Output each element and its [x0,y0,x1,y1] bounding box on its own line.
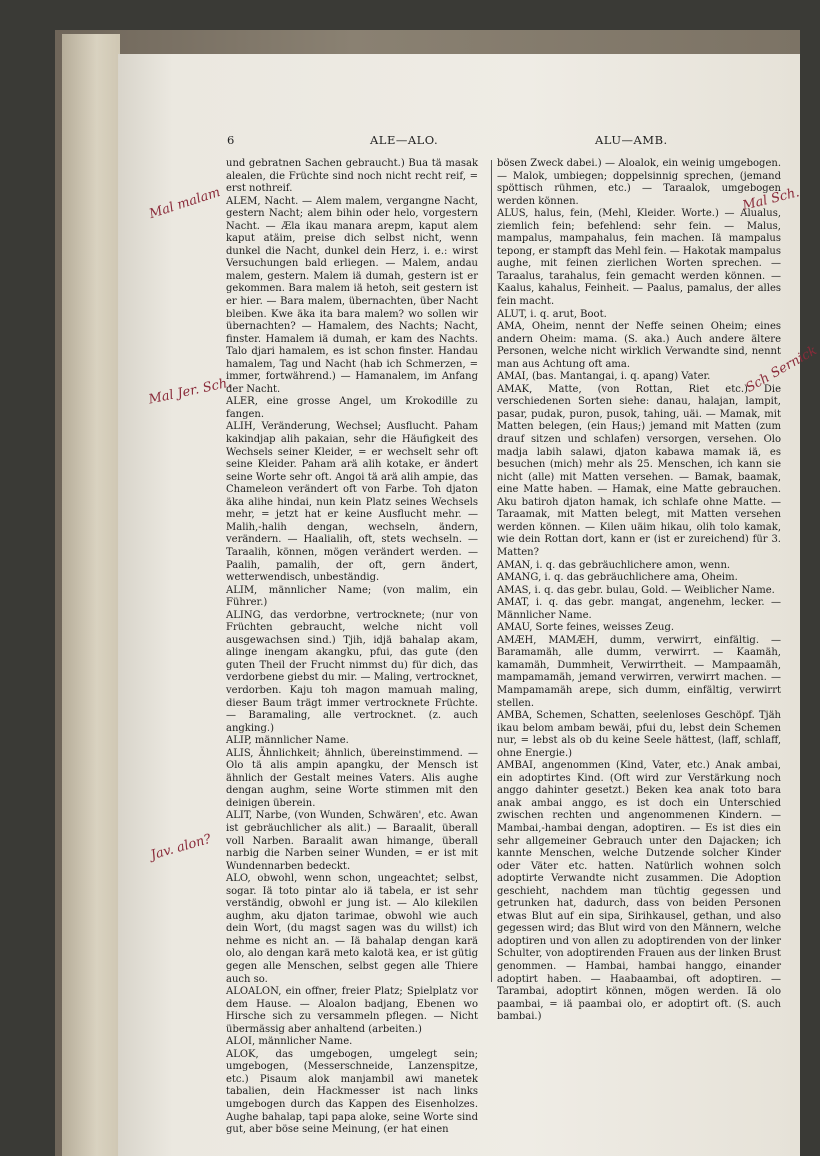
entry-paragraph: AMÆH, MAMÆH, dumm, verwirrt, einfältig. — Baramamäh, alle dumm, verwirrt. — Kaamäh, kamamäh, Dummheit, Verwirrtheit. — Mampaamäh, mampamamäh, jemand verwirren, verwirrt machen. — Mampamamäh arepe, sich dumm, einfältig, verwirrt stellen. [497,634,781,709]
entry-paragraph: ALO, obwohl, wenn schon, ungeachtet; selbst, sogar. Iä toto pintar alo iä tabela, er ist sehr verständig, obwohl er jung ist. — Alo kilekilen aughm, aku djaton tarimae, obwohl wie auch dein Wort, (du magst sagen was du willst) ich nehme es nicht an. — Iä bahalap dengan karä olo, alo dengan karä meto kalotä kea, er ist gütig gegen alle Menschen, selbst gegen alle Thiere auch so. [226,873,478,985]
entry-paragraph: bösen Zweck dabei.) — Aloalok, ein weinig umgebogen. — Malok, umbiegen; doppelsinnig sprechen, (jemand spöttisch rühmen, etc.) — Taraalok, umgebogen werden können. [497,158,781,207]
entry-paragraph: AMBAI, angenommen (Kind, Vater, etc.) Anak ambai, ein adoptirtes Kind. (Oft wird zur Verstärkung noch anggo dahinter gesetzt.) Beken kea anak toto bara anak ambai anggo, es ist doch ein Unterschied zwischen rechten und angenommenen Kindern. — Mambai,-hambai dengan, adoptiren. — Es ist dies ein sehr allgemeiner Gebrauch unter den Dajacken; ich kannte Menschen, welche Dutzende solcher Kinder oder Väter etc. hatten. Natürlich wohnen solch adoptirte Verwandte nicht zusammen. Die Adoption geschieht, nachdem man tüchtig gegessen und getrunken hat, dadurch, dass von beiden Personen etwas Blut auf ein sipa, Sirihkausel, gethan, und also gegessen wird; das Blut wird von den Männern, welche adoptiren und von allen zu adoptirenden von der linker Schulter, von adoptirenden Frauen aus der linken Brust genommen. — Hambai, hambai hanggo, einander adoptirt haben. — Haabaambai, oft adoptiren. — Tarambai, adoptirt können, mögen werden. Iä olo paambai, = iä paambai olo, er adoptirt oft. (S. auch bambai.) [497,760,781,1023]
handwritten-margin-note: Mal Sch. [741,185,801,214]
column-divider [491,160,492,982]
entry-paragraph: AMBA, Schemen, Schatten, seelenloses Geschöpf. Tjäh ikau belom ambam bewäi, pfui du, lebst dein Schemen nur, = lebst als ob du keine Seele hättest, (laff, schlaff, ohne Energie.) [497,710,781,759]
entry-paragraph: ALING, das verdorbne, vertrocknete; (nur von Früchten gebraucht, welche nicht voll ausgewachsen sind.) Tjih, idjä bahalap akam, alinge inengam akangku, pfui, das gute (den guten Theil der Frucht nimmst du) für dich, das verdorbene giebst du mir. — Maling, vertrocknet, verdorben. Kaju toh magon mamuah maling, dieser Baum trägt immer vertrocknete Früchte. — Baramaling, alle vertrocknet. (z. auch angking.) [226,609,478,734]
entry-paragraph: ALOI, männlicher Name. [226,1036,353,1048]
entry-paragraph: AMAT, i. q. das gebr. mangat, angenehm, lecker. — Männlicher Name. [497,597,781,621]
entry-paragraph: ALIH, Veränderung, Wechsel; Ausflucht. Paham kakindjap alih pakaian, sehr die Häufigkeit des Wechsels seiner Kleider, = er wechselt sehr oft seine Kleider. Paham arä alih kotake, er ändert seine Worte sehr oft. Angoi tä arä alih ampie, das Chameleon verändert oft von Farbe. Toh djaton äka alihe hindai, nun kein Platz seines Wechsels mehr, = jetzt hat er keine Ausflucht mehr. — Malih,-halih dengan, wechseln, ändern, verändern. — Haalialih, oft, stets wechseln. — Taraalih, können, mögen verändert werden. — Paalih, pamalih, der oft, gern ändert, wetterwendisch, unbeständig. [226,421,478,584]
left-column [226,158,478,1137]
right-running-head: ALU—AMB. [595,133,668,147]
handwritten-margin-note: Mal Jer. Sch. [147,375,233,408]
running-header [220,133,790,149]
left-running-head: ALE—ALO. [370,133,439,147]
entry-paragraph: AMAK, Matte, (von Rottan, Riet etc.) Die verschiedenen Sorten siehe: danau, halajan, lampit, pasar, pudak, puron, pusok, tahing, uäi. — Mamak, mit Matten belegen, (ein Haus;) jemand mit Matten (zum drauf sitzen und schlafen) versorgen, versehen. Olo madja labih salawi, djaton kabawa mamak iä, es besuchen (mich) mehr als 25. Menschen, ich kann sie nicht (alle) mit Matten versehen. — Bamak, baamak, eine Matte haben. — Hamak, eine Matte gebrauchen. Aku batiroh djaton hamak, ich schlafe ohne Matte. — Taraamak, mit Matten belegt, mit Matten versehen werden können. — Kilen uäim hikau, olih tolo kamak, wie dein Rottan dort, kann er (ist er zureichend) für 3. Matten? [497,383,781,558]
entry-paragraph: ALIS, Ähnlichkeit; ähnlich, übereinstimmend. — Olo tä alis ampin apangku, der Mensch ist ähnlich der Gestalt meines Vaters. Alis aughe dengan aughm, seine Worte stimmen mit den deinigen überein. [226,747,478,809]
entry-paragraph: AMAI, (bas. Mantangai, i. q. apang) Vater. [497,371,711,383]
page-edge-stack [62,34,120,1156]
entry-paragraph: ALIM, männlicher Name; (von malim, ein Führer.) [226,584,478,609]
entry-paragraph: und gebratnen Sachen gebraucht.) Bua tä masak alealen, die Früchte sind noch nicht recht reif, = erst nothreif. [226,158,478,195]
entry-paragraph: AMAN, i. q. das gebräuchlichere amon, wenn. [497,559,731,571]
handwritten-margin-note: Jav. alon? [149,831,213,864]
entry-paragraph: ALOALON, ein offner, freier Platz; Spielplatz vor dem Hause. — Aloalon badjang, Ebenen wo Hirsche sich zu versammeln pflegen. — Nicht übermässig aber anhaltend (arbeiten.) [226,986,478,1035]
entry-paragraph: ALIT, Narbe, (von Wunden, Schwären', etc. Awan ist gebräuchlicher als alit.) — Baraalit, überall voll Narben. Baraalit awan himange, überall narbig die Narben seiner Wunden, = er ist mit Wundennarben bedeckt. [226,810,478,872]
entry-paragraph: AMAS, i. q. das gebr. bulau, Gold. — Weiblicher Name. [497,584,775,596]
entry-paragraph: AMA, Oheim, nennt der Neffe seinen Oheim; eines andern Oheim: mama. (S. aka.) Auch andere ältere Personen, welche nicht wirklich Verwandte sind, nennt man aus Achtung oft ama. [497,321,781,370]
page-number: 6 [227,133,235,147]
entry-paragraph: ALEM, Nacht. — Alem malem, vergangne Nacht, gestern Nacht; alem bihin oder helo, vorgestern Nacht. — Æla ikau manara arepm, kaput alem kaput atäim, preise dich selbst nicht, wenn dunkel die Nacht, dunkel dein Herz, i. e.: wirst Versuchungen bald erliegen. — Malem, andau malem, gestern. Malem iä dumah, gestern ist er gekommen. Bara malem iä hetoh, seit gestern ist er hier. — Bara malem, übernachten, über Nacht bleiben. Kwe äka ita bara malem? wo sollen wir übernachten? — Hamalem, des Nachts; Nacht, finster. Hamalem iä dumah, er kam des Nachts. Talo djari hamalem, es ist schon finster. Handau hamalem, Tag und Nacht (hab ich Schmerzen, = immer, fortwährend.) — Hamanalem, im Anfang der Nacht. [226,195,478,395]
handwritten-margin-note: Sch Sernick [743,343,820,396]
entry-paragraph: ALER, eine grosse Angel, um Krokodille zu fangen. [226,396,478,420]
entry-paragraph: ALUS, halus, fein, (Mehl, Kleider. Worte.) — Alualus, ziemlich fein; befehlend: sehr fein. — Malus, mampalus, mampahalus, fein machen. Iä mampalus tepong, er stampft das Mehl fein. — Hakotak mampalus aughe, mit feinen zierlichen Worten sprechen. — Taraalus, tarahalus, fein gemacht werden können. — Kaalus, kahalus, Feinheit. — Paalus, pamalus, der alles fein macht. [497,208,781,308]
entry-paragraph: AMANG, i. q. das gebräuchlichere ama, Oheim. [497,572,738,584]
entry-paragraph: ALUT, i. q. arut, Boot. [497,308,607,320]
handwritten-margin-note: Mal malam [147,184,223,223]
entry-paragraph: ALOK, das umgebogen, umgelegt sein; umgebogen, (Messerschneide, Lanzenspitze, etc.) Pisaum alok manjambil awi manetek tabalien, dein Hackmesser ist nach links umgebogen durch das Kappen des Eisenholzes. Aughe bahalap, tapi papa aloke, seine Worte sind gut, aber böse seine Meinung, (er hat einen [226,1048,478,1136]
entry-paragraph: ALIP, männlicher Name. [226,735,349,747]
entry-paragraph: AMAU, Sorte feines, weisses Zeug. [497,622,675,634]
right-column [497,158,781,1024]
